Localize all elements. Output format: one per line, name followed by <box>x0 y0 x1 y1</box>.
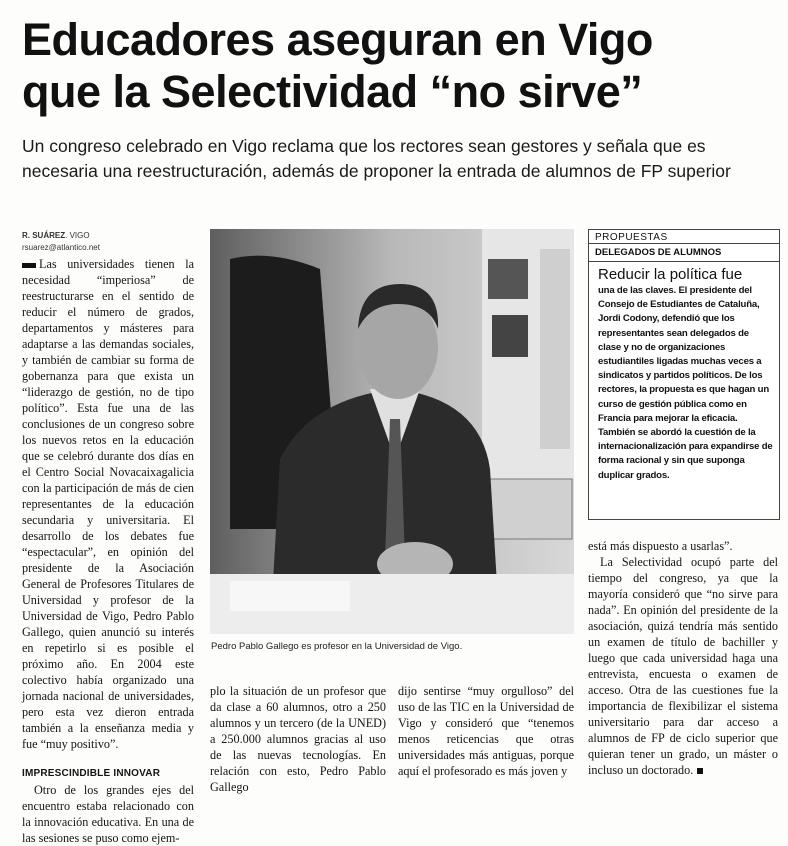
sidebar-lead: Reducir la política fue <box>598 266 743 283</box>
portrait-photo-image <box>210 229 574 634</box>
byline-place: . VIGO <box>65 231 90 240</box>
subheadline: Un congreso celebrado en Vigo reclama que los rectores sean gestores y señala que es necesaria una reestructuración, además de proponer la entrada de alumnos de FP superior <box>22 136 731 181</box>
article-column-3: dijo sentirse “muy orgulloso” del uso de las TIC en la Universidad de Vigo y consideró que “tenemos menos reticencias que otras universidades más antiguas, porque aquí el profesorado es más joven y <box>398 684 574 778</box>
article-paragraph: Las universidades tienen la necesidad “imperiosa” de reestructurarse en el sentido de reducir el número de grados, departamentos y másteres para adaptarse a las demandas sociales, y también de cambiar su forma de gobernanza para que exista un “liderazgo de gestión, no de tipo político”. Esta fue una de las conclusiones de un congreso sobre los nuevos retos en la educación que se celebró durante dos días en el Centro Social Novacaixagalicia con la participación de más de cien representantes de la educación secundaria y universitaria. El desarrollo de los debates fue “espectacular”, en opinión del presidente de la Asociación General de Profesores Titulares de Universidad y profesor de la Universidad de Vigo, Pedro Pablo Gallego, quien anunció su interés en repetirlo si es posible el próximo año. En 2004 este colectivo había organizado una jornada nacional de universidades, pero esta vez dieron entrada también a la enseñanza media y fue “muy positivo”. <box>22 257 194 751</box>
article-paragraph: está más dispuesto a usarlas”. <box>588 539 733 553</box>
byline-author: R. SUÁREZ <box>22 231 66 240</box>
article-column-1 <box>22 256 194 846</box>
byline <box>22 230 192 254</box>
photo-caption: Pedro Pablo Gallego es profesor en la Universidad de Vigo. <box>211 641 463 652</box>
article-column-4 <box>588 538 778 778</box>
article-paragraph: Otro de los grandes ejes del encuentro estaba relacionado con la innovación educativa. En una de las sesiones se puso como ejem- <box>22 783 194 845</box>
section-heading: IMPRESCINDIBLE INNOVAR <box>22 768 161 779</box>
headline-line-1: Educadores aseguran en Vigo <box>22 14 653 65</box>
headline <box>22 14 782 118</box>
lead-marker-icon <box>22 263 36 268</box>
article-photo <box>210 229 574 634</box>
sidebar-box <box>588 229 780 520</box>
sidebar-title: DELEGADOS DE ALUMNOS <box>589 244 779 262</box>
headline-line-2: que la Selectividad “no sirve” <box>22 66 643 117</box>
article-column-2: plo la situación de un profesor que da clase a 60 alumnos, otro a 250 alumnos y un tercero (de la UNED) a 250.000 alumnos gracias al uso de las nuevas tecnologías. En relación con esto, Pedro Pablo Gallego <box>210 684 386 794</box>
end-marker-icon <box>697 768 703 774</box>
sidebar-body <box>589 262 779 483</box>
byline-email[interactable]: rsuarez@atlantico.net <box>22 243 100 252</box>
sidebar-text: una de las claves. El presidente del Consejo de Estudiantes de Cataluña, Jordi Codony, defendió que los representantes sean delegados de clase y no de organizaciones estudiantiles ligadas muchas veces a sindicatos y partidos políticos. De los rectores, la propuesta es que hagan un curso de gestión pública como en Francia para mejorar la eficacia. También se abordó la cuestión de la internacionalización para expandirse de forma racional y sin que suponga duplicar grados. <box>598 285 773 481</box>
sidebar-category: PROPUESTAS <box>589 230 779 244</box>
article-paragraph: La Selectividad ocupó parte del tiempo del congreso, ya que la mayoría consideró que “no sirve para nada”. En opinión del presidente de la asociación, quizá tendría más sentido un examen de título de bachiller y luego que cada universidad haga una entrevista, encuesta o examen de acceso. Otra de las cuestiones fue la importancia de flexibilizar el sistema universitario para dar acceso a alumnos de FP de ciclo superior que quieran tener un grado, un máster o incluso un doctorado. <box>588 555 778 777</box>
